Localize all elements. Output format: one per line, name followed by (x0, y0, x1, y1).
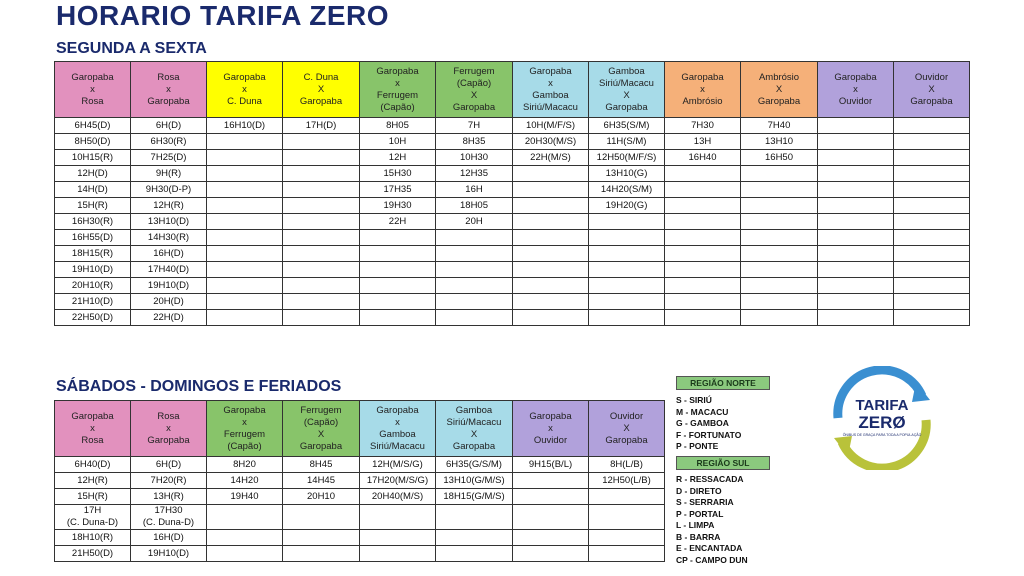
table-row (55, 530, 665, 546)
column-header: Garopaba x Rosa (55, 62, 131, 118)
table-cell: 9H(R) (131, 166, 207, 182)
table-cell (665, 294, 741, 310)
table-row (55, 134, 970, 150)
table-cell: 7H (436, 118, 513, 134)
weekend-heading: SÁBADOS - DOMINGOS E FERIADOS (56, 378, 342, 395)
table-cell (283, 230, 360, 246)
column-header: Rosa x Garopaba (131, 62, 207, 118)
table-cell (513, 310, 589, 326)
table-cell: 17H (C. Duna-D) (55, 505, 131, 530)
table-cell (665, 310, 741, 326)
table-cell (207, 310, 283, 326)
table-cell (436, 246, 513, 262)
table-cell (207, 546, 283, 562)
column-header: Garopaba x Rosa (55, 401, 131, 457)
column-header: Garopaba x Ferrugem (Capão) (360, 62, 436, 118)
table-cell: 20H10(R) (55, 278, 131, 294)
table-cell: 15H30 (360, 166, 436, 182)
legend-item: CP - CAMPO DUN (676, 554, 748, 565)
table-cell: 12H35 (436, 166, 513, 182)
table-cell: 13H(R) (131, 489, 207, 505)
table-cell: 6H(D) (131, 118, 207, 134)
table-cell: 16H50 (741, 150, 818, 166)
legend-item: P - PONTE (676, 441, 719, 451)
table-cell (741, 198, 818, 214)
table-cell: 18H15(G/M/S) (436, 489, 513, 505)
table-cell (665, 166, 741, 182)
legend-item: P - PORTAL (676, 508, 724, 519)
table-cell (513, 198, 589, 214)
table-cell (894, 310, 970, 326)
table-cell (283, 198, 360, 214)
table-cell: 6H35(S/M) (589, 118, 665, 134)
table-cell: 7H30 (665, 118, 741, 134)
table-cell (513, 246, 589, 262)
column-header: Garopaba x Ambrósio (665, 62, 741, 118)
table-cell (513, 505, 589, 530)
table-cell: 9H15(B/L) (513, 457, 589, 473)
legend-item: B - BARRA (676, 531, 721, 542)
table-cell (894, 198, 970, 214)
table-cell: 6H35(G/S/M) (436, 457, 513, 473)
table-cell (894, 150, 970, 166)
table-cell (283, 150, 360, 166)
logo-line1: TARIFA (855, 397, 909, 414)
table-cell: 14H45 (283, 473, 360, 489)
table-cell (513, 473, 589, 489)
table-cell: 21H10(D) (55, 294, 131, 310)
table-cell (513, 294, 589, 310)
table-cell: 8H20 (207, 457, 283, 473)
table-cell (818, 166, 894, 182)
legend-south (676, 456, 770, 566)
table-cell (283, 214, 360, 230)
table-cell: 8H35 (436, 134, 513, 150)
table-cell (207, 134, 283, 150)
table-cell (513, 230, 589, 246)
table-cell: 20H (436, 214, 513, 230)
table-cell: 17H40(D) (131, 262, 207, 278)
table-cell (283, 546, 360, 562)
table-cell: 14H30(R) (131, 230, 207, 246)
table-cell: 7H40 (741, 118, 818, 134)
table-cell: 20H10 (283, 489, 360, 505)
table-cell (818, 214, 894, 230)
table-cell (589, 310, 665, 326)
table-cell: 12H(D) (55, 166, 131, 182)
table-cell: 10H(M/F/S) (513, 118, 589, 134)
table-cell (436, 546, 513, 562)
table-cell: 19H30 (360, 198, 436, 214)
column-header: Gamboa Siriú/Macacu X Garopaba (436, 401, 513, 457)
table-cell (589, 530, 665, 546)
table-cell (894, 262, 970, 278)
table-row (55, 230, 970, 246)
table-cell (207, 214, 283, 230)
table-cell (360, 294, 436, 310)
table-cell: 15H(R) (55, 198, 131, 214)
logo-tagline: ÔNIBUS DE GRAÇA PARA TODA A POPULAÇÃO (842, 433, 922, 437)
table-cell (513, 182, 589, 198)
table-row (55, 262, 970, 278)
table-cell (513, 214, 589, 230)
table-cell (741, 278, 818, 294)
legend-item: F - FORTUNATO (676, 429, 742, 440)
table-cell (283, 246, 360, 262)
table-cell (436, 530, 513, 546)
table-cell: 14H20(S/M) (589, 182, 665, 198)
table-cell (436, 294, 513, 310)
table-cell (360, 278, 436, 294)
table-cell (360, 530, 436, 546)
table-row (55, 166, 970, 182)
column-header: Ouvidor X Garopaba (894, 62, 970, 118)
table-cell (360, 262, 436, 278)
table-cell: 13H10(G) (589, 166, 665, 182)
table-cell (894, 134, 970, 150)
weekday-schedule-table (54, 61, 970, 326)
table-cell (894, 246, 970, 262)
table-cell: 13H10 (741, 134, 818, 150)
table-cell: 16H55(D) (55, 230, 131, 246)
table-cell (283, 278, 360, 294)
table-cell (589, 214, 665, 230)
legend-north-heading: REGIÃO NORTE (676, 376, 770, 390)
weekend-schedule-table (54, 400, 665, 562)
table-cell: 17H35 (360, 182, 436, 198)
table-cell (207, 166, 283, 182)
table-cell (207, 150, 283, 166)
table-cell (207, 246, 283, 262)
table-cell (207, 294, 283, 310)
table-cell (741, 310, 818, 326)
column-header: Rosa x Garopaba (131, 401, 207, 457)
table-cell: 19H10(D) (55, 262, 131, 278)
legend-item: D - DIRETO (676, 485, 722, 496)
table-row (55, 473, 665, 489)
table-cell: 9H30(D-P) (131, 182, 207, 198)
table-row (55, 198, 970, 214)
column-header: Garopaba x Gamboa Siriú/Macacu (513, 62, 589, 118)
table-row (55, 457, 665, 473)
table-cell (818, 134, 894, 150)
table-cell: 8H45 (283, 457, 360, 473)
table-cell (894, 118, 970, 134)
table-cell (360, 505, 436, 530)
table-row (55, 546, 665, 562)
table-cell: 12H50(M/F/S) (589, 150, 665, 166)
table-row (55, 294, 970, 310)
column-header: Ouvidor X Garopaba (589, 401, 665, 457)
table-cell (360, 230, 436, 246)
table-cell: 22H50(D) (55, 310, 131, 326)
table-cell (818, 182, 894, 198)
table-cell (360, 310, 436, 326)
table-cell (665, 182, 741, 198)
table-cell: 16H10(D) (207, 118, 283, 134)
table-row (55, 278, 970, 294)
table-cell (283, 262, 360, 278)
table-cell: 17H(D) (283, 118, 360, 134)
table-cell: 20H(D) (131, 294, 207, 310)
tarifa-zero-logo (826, 366, 938, 470)
table-cell: 7H20(R) (131, 473, 207, 489)
table-cell (894, 294, 970, 310)
column-header: Garopaba x Ouvidor (818, 62, 894, 118)
table-cell (589, 246, 665, 262)
table-cell (283, 294, 360, 310)
table-row (55, 489, 665, 505)
table-cell (283, 310, 360, 326)
table-cell (283, 505, 360, 530)
table-cell: 6H(D) (131, 457, 207, 473)
table-cell: 12H (360, 150, 436, 166)
table-cell: 16H(D) (131, 530, 207, 546)
table-cell (741, 182, 818, 198)
table-cell: 13H10(D) (131, 214, 207, 230)
table-row (55, 310, 970, 326)
table-cell (283, 182, 360, 198)
table-cell (589, 262, 665, 278)
table-cell: 10H15(R) (55, 150, 131, 166)
table-row (55, 118, 970, 134)
table-cell: 16H(D) (131, 246, 207, 262)
table-cell (741, 246, 818, 262)
table-cell (818, 278, 894, 294)
legend-item: S - SIRIÚ (676, 395, 712, 405)
table-cell: 16H40 (665, 150, 741, 166)
legend-south-heading: REGIÃO SUL (676, 456, 770, 470)
table-cell: 8H05 (360, 118, 436, 134)
legend-item: L - LIMPA (676, 520, 715, 530)
table-cell: 16H30(R) (55, 214, 131, 230)
table-cell (818, 118, 894, 134)
table-cell (207, 530, 283, 546)
page-title: HORARIO TARIFA ZERO (56, 0, 390, 31)
table-cell: 18H10(R) (55, 530, 131, 546)
table-cell: 18H15(R) (55, 246, 131, 262)
table-cell (436, 262, 513, 278)
table-cell (741, 214, 818, 230)
legend-item: R - RESSACADA (676, 474, 744, 484)
table-cell: 19H40 (207, 489, 283, 505)
table-cell (436, 230, 513, 246)
table-row (55, 214, 970, 230)
table-cell (818, 310, 894, 326)
table-cell (818, 294, 894, 310)
table-cell (665, 262, 741, 278)
table-cell (513, 278, 589, 294)
table-row (55, 246, 970, 262)
column-header: Ferrugem (Capão) X Garopaba (283, 401, 360, 457)
table-cell: 22H (360, 214, 436, 230)
table-cell (589, 230, 665, 246)
column-header: Gamboa Siriú/Macacu X Garopaba (589, 62, 665, 118)
table-cell (207, 230, 283, 246)
table-cell (513, 530, 589, 546)
table-cell: 11H(S/M) (589, 134, 665, 150)
table-cell (589, 294, 665, 310)
table-cell (360, 246, 436, 262)
table-cell (283, 166, 360, 182)
table-cell: 8H50(D) (55, 134, 131, 150)
column-header: Ambrósio X Garopaba (741, 62, 818, 118)
table-cell (436, 505, 513, 530)
column-header: Garopaba x Ferrugem (Capão) (207, 401, 283, 457)
legend-north (676, 376, 770, 453)
table-cell (207, 262, 283, 278)
table-cell: 20H40(M/S) (360, 489, 436, 505)
table-cell: 18H05 (436, 198, 513, 214)
table-cell (818, 230, 894, 246)
table-cell (589, 489, 665, 505)
table-cell (589, 546, 665, 562)
table-cell (665, 246, 741, 262)
table-cell: 10H30 (436, 150, 513, 166)
table-cell (283, 134, 360, 150)
weekday-heading: SEGUNDA A SEXTA (56, 40, 207, 57)
table-cell (818, 246, 894, 262)
table-cell (207, 182, 283, 198)
table-cell: 13H (665, 134, 741, 150)
table-cell: 8H(L/B) (589, 457, 665, 473)
table-cell: 14H(D) (55, 182, 131, 198)
legend-item: E - ENCANTADA (676, 543, 743, 553)
table-row (55, 505, 665, 530)
table-cell: 21H50(D) (55, 546, 131, 562)
table-cell (207, 198, 283, 214)
table-cell (741, 294, 818, 310)
table-cell (360, 546, 436, 562)
table-cell (894, 214, 970, 230)
table-cell (818, 262, 894, 278)
table-cell (589, 505, 665, 530)
table-cell: 19H10(D) (131, 278, 207, 294)
legend-item: G - GAMBOA (676, 418, 729, 428)
table-cell: 12H(R) (131, 198, 207, 214)
table-cell: 12H50(L/B) (589, 473, 665, 489)
table-cell: 6H45(D) (55, 118, 131, 134)
table-cell: 14H20 (207, 473, 283, 489)
table-cell (894, 230, 970, 246)
table-row (55, 182, 970, 198)
table-cell (589, 278, 665, 294)
column-header: Ferrugem (Capão) X Garopaba (436, 62, 513, 118)
table-cell (665, 214, 741, 230)
table-cell: 6H30(R) (131, 134, 207, 150)
table-cell: 17H30 (C. Duna-D) (131, 505, 207, 530)
table-cell: 10H (360, 134, 436, 150)
table-cell (436, 310, 513, 326)
table-cell: 20H30(M/S) (513, 134, 589, 150)
table-cell: 12H(M/S/G) (360, 457, 436, 473)
table-cell: 19H20(G) (589, 198, 665, 214)
table-cell (741, 230, 818, 246)
table-cell (665, 198, 741, 214)
table-cell: 13H10(G/M/S) (436, 473, 513, 489)
table-cell (513, 546, 589, 562)
table-cell (207, 278, 283, 294)
table-cell (894, 278, 970, 294)
table-cell: 12H(R) (55, 473, 131, 489)
column-header: Garopaba x Gamboa Siriú/Macacu (360, 401, 436, 457)
table-cell (513, 166, 589, 182)
legend-item: S - SERRARIA (676, 497, 734, 507)
table-cell (894, 166, 970, 182)
table-cell (741, 166, 818, 182)
table-cell (741, 262, 818, 278)
table-cell: 16H (436, 182, 513, 198)
column-header: C. Duna X Garopaba (283, 62, 360, 118)
table-cell: 17H20(M/S/G) (360, 473, 436, 489)
table-cell: 7H25(D) (131, 150, 207, 166)
table-cell (665, 278, 741, 294)
table-row (55, 150, 970, 166)
table-cell: 22H(D) (131, 310, 207, 326)
column-header: Garopaba x Ouvidor (513, 401, 589, 457)
column-header: Garopaba x C. Duna (207, 62, 283, 118)
legend-item: M - MACACU (676, 406, 729, 417)
table-cell (665, 230, 741, 246)
table-cell (818, 150, 894, 166)
table-cell: 6H40(D) (55, 457, 131, 473)
table-cell: 22H(M/S) (513, 150, 589, 166)
table-cell (513, 262, 589, 278)
table-cell (283, 530, 360, 546)
table-cell (894, 182, 970, 198)
table-cell: 19H10(D) (131, 546, 207, 562)
logo-line2: ZERØ (858, 413, 906, 432)
table-cell (207, 505, 283, 530)
table-cell (818, 198, 894, 214)
table-cell (513, 489, 589, 505)
table-cell: 15H(R) (55, 489, 131, 505)
table-cell (436, 278, 513, 294)
